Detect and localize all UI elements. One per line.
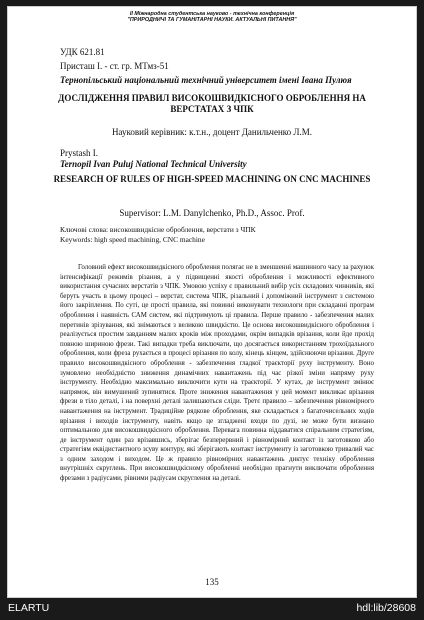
- author-en: Prystash I.: [60, 148, 98, 158]
- author-ua: Присташ І. - ст. гр. МТмз-51: [60, 61, 169, 71]
- footer-handle-link[interactable]: hdl:lib/28608: [356, 602, 416, 614]
- supervisor-ua: Науковий керівник: к.т.н., доцент Данильченко Л.М.: [111, 127, 313, 137]
- affiliation-ua: Тернопільський національний технічний університет імені Івана Пулюя: [60, 75, 352, 85]
- udc-code: УДК 621.81: [60, 47, 105, 57]
- body-paragraph: Головний ефект високошвидкісного оброблення полягає не в зменшенні машинного часу за рахунок інтенсифікації режимів різання, а у підвищенні якості оброблення і можливості ефективного використання сучасних верстатів з ЧПК. Умовою успіху є правильний вибір усіх складових чинників, які беруть участь в цьому процесі – верстат, система ЧПК, різальний і допоміжний інструмент з системою його закріплення. По суті, це прості правила, які повинні виконувати технологи при складанні програм оброблення і наявність САМ систем, які підтримують ці правила. Перше правило - забезпечення малих перетинів зрізування, які знімаються з великою швидкістю. Це основа високошвидкісного оброблення і реалізується простим завданням малих кроків між проходами, окрім випадків врізання, коли йде прохід повною шириною фрези. Такі випадки треба виключати, що досягається використанням трохоїдального оброблення, коли фреза рухається в процесі врізання по колу, кінець кінцем, здійснюючи врізання. Друге правило високошвидкісного оброблення - забезпечення гладкої траєкторії руху інструменту. Воно зумовлено необхідністю зниження динамічних навантажень під час різкої зміни напряму руху інструменту. Необхідно максимально виключити кути на траєкторії. У кутах, де інструмент змінює напрямок, він вимушений зупинятися. Проте зниження навантаження у цей момент викликає врізання фрези в тіло деталі, і на поверхні деталі залишаються сліди. Третє правило – забезпечення рівномірного навантаження на інструмент. Традиційне рядкове оброблення, яке складається з багаточисельних ходів врізання і виходів інструменту, навіть якщо це згладжені входи по дузі, не може бути визнано оптимальною для високошвидкісного оброблення. Перевага повинна віддаватися спіральним стратегіям, де інструмент один раз врізавшись, зберігає безперервний і рівномірний контакт із заготовкою або стратегіям еквідистантного зсуву контуру, які зберігають контакт інструменту із заготовкою тривалий час з одним заходом і виходом. Це ж правило рівномірних навантажень диктує техніку оброблення внутрішніх скруглень. При високошвидкісному обробленні необхідно прагнути виключати оброблення фрезами з радіусами, рівними радіусам скруглення на деталі.: [60, 264, 374, 483]
- conference-line-2: "ПРИРОДНИЧІ ТА ГУМАНІТАРНІ НАУКИ. АКТУАЛЬНІ ПИТАННЯ": [127, 17, 297, 24]
- conference-header: [8, 11, 416, 24]
- conference-line-1: ІІ Міжнародна студентська науково - технічна конференція: [129, 11, 295, 17]
- affiliation-en: Ternopil Ivan Puluj National Technical University: [60, 159, 247, 169]
- page-number: 135: [205, 577, 219, 587]
- title-en: RESEARCH OF RULES OF HIGH-SPEED MACHINING ON CNC MACHINES: [53, 174, 371, 184]
- supervisor-en: Supervisor: L.M. Danylchenko, Ph.D., Assoc. Prof.: [119, 208, 305, 218]
- title-ua: ДОСЛІДЖЕННЯ ПРАВИЛ ВИСОКОШВИДКІСНОГО ОБРОБЛЕННЯ НА ВЕРСТАТАХ З ЧПК: [58, 93, 366, 114]
- keywords-en: Keywords: high speed machining, CNC machine: [60, 235, 205, 244]
- keywords-ua: Ключові слова: високошвидкісне оброблення, верстати з ЧПК: [60, 225, 256, 234]
- document-page: [7, 6, 417, 598]
- footer-bar: [0, 598, 424, 620]
- footer-repository-label: ELARTU: [8, 602, 50, 614]
